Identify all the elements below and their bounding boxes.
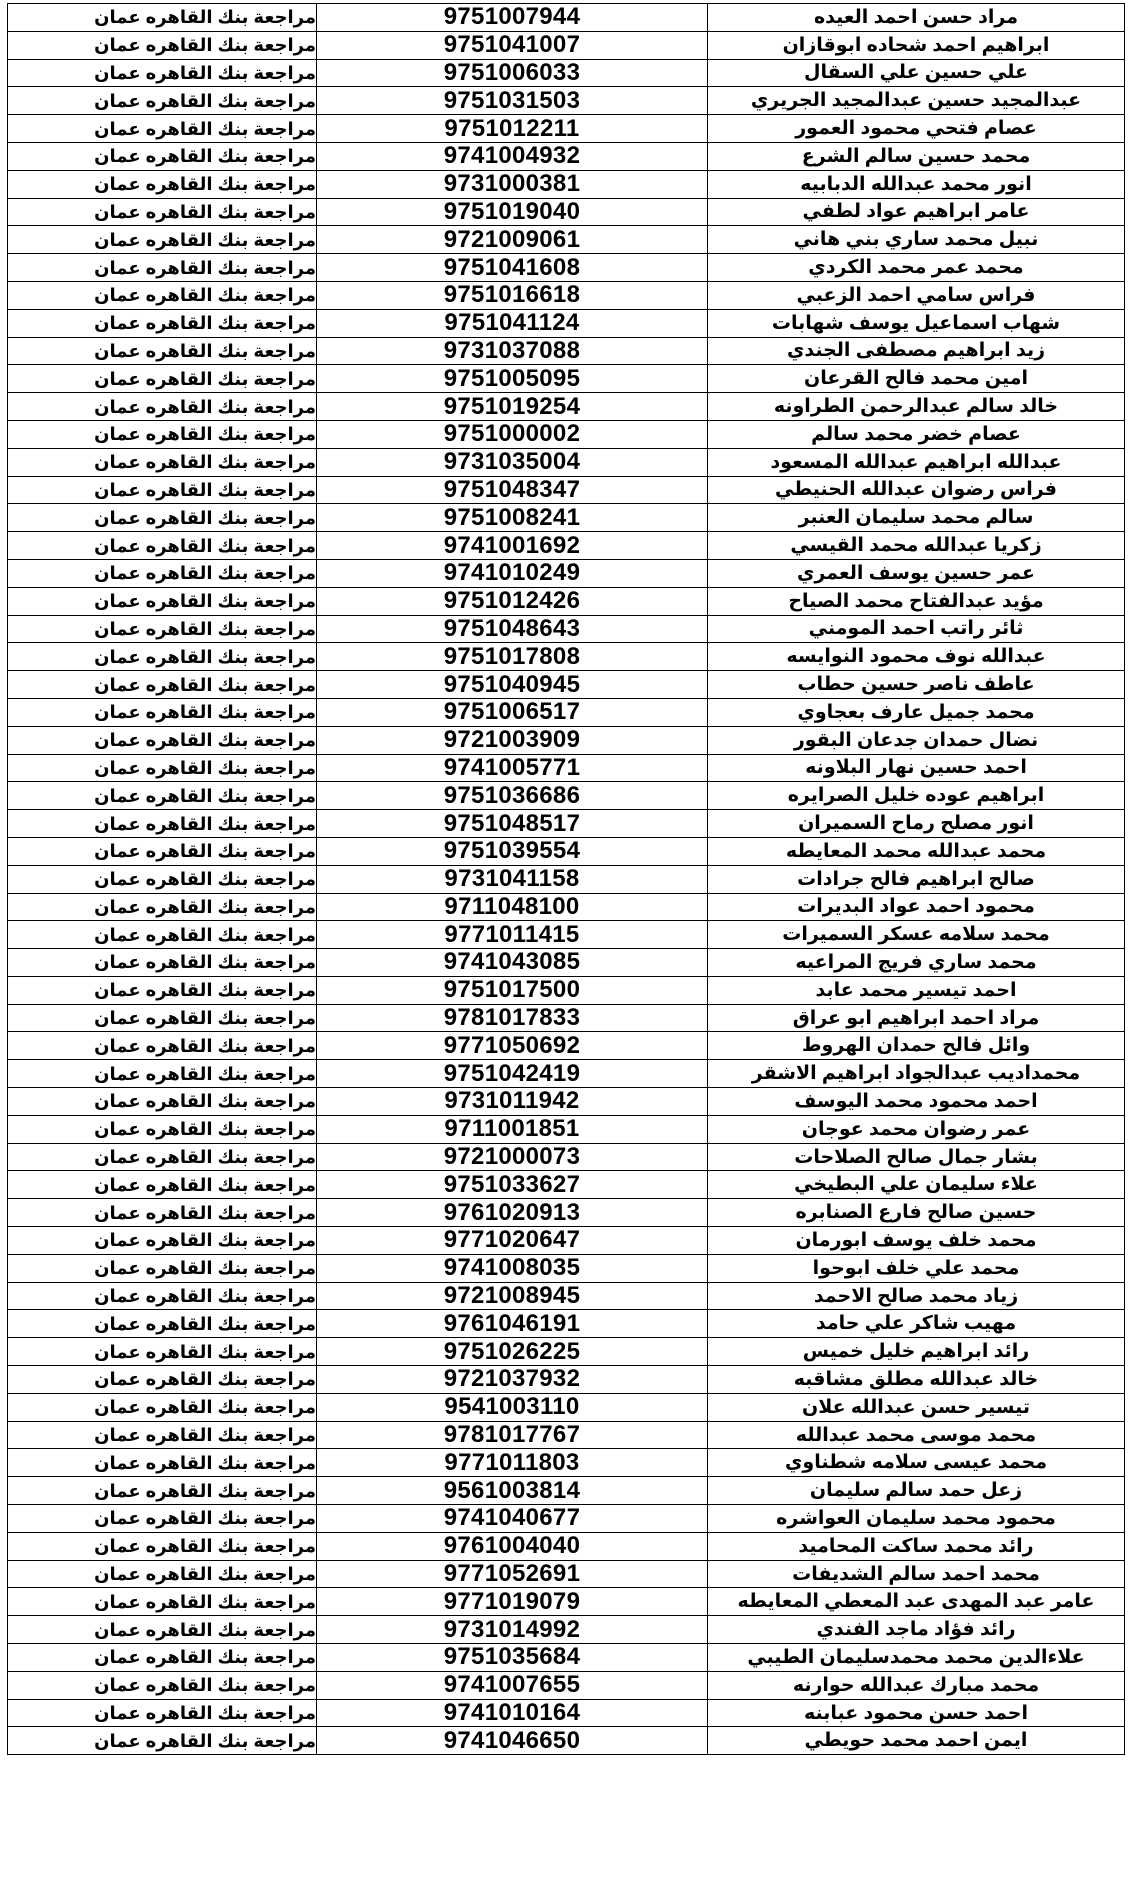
name-cell: محمداديب عبدالجواد ابراهيم الاشقر	[708, 1060, 1125, 1088]
branch-cell: مراجعة بنك القاهره عمان	[8, 1227, 317, 1255]
table-row	[8, 476, 1125, 504]
number-cell: 9781017767	[317, 1421, 708, 1449]
number-cell: 9731037088	[317, 337, 708, 365]
name-cell: عصام فتحي محمود العمور	[708, 115, 1125, 143]
name-cell: زيد ابراهيم مصطفى الجندي	[708, 337, 1125, 365]
branch-cell: مراجعة بنك القاهره عمان	[8, 1588, 317, 1616]
name-cell: مراد حسن احمد العيده	[708, 4, 1125, 32]
name-cell: محمد عيسى سلامه شطناوي	[708, 1449, 1125, 1477]
table-row	[8, 1115, 1125, 1143]
name-cell: خالد سالم عبدالرحمن الطراونه	[708, 393, 1125, 421]
number-cell: 9721037932	[317, 1366, 708, 1394]
number-cell: 9731041158	[317, 865, 708, 893]
number-cell: 9751040945	[317, 671, 708, 699]
table-row	[8, 1310, 1125, 1338]
branch-cell: مراجعة بنك القاهره عمان	[8, 949, 317, 977]
name-cell: احمد تيسير محمد عابد	[708, 976, 1125, 1004]
table-row	[8, 1393, 1125, 1421]
table-row	[8, 837, 1125, 865]
number-cell: 9741010249	[317, 559, 708, 587]
branch-cell: مراجعة بنك القاهره عمان	[8, 420, 317, 448]
number-cell: 9561003814	[317, 1477, 708, 1505]
table-row	[8, 698, 1125, 726]
table-row	[8, 1060, 1125, 1088]
name-cell: محمود احمد عواد البديرات	[708, 893, 1125, 921]
name-cell: فراس رضوان عبدالله الحنيطي	[708, 476, 1125, 504]
name-cell: وائل فالح حمدان الهروط	[708, 1032, 1125, 1060]
table-row	[8, 1004, 1125, 1032]
name-cell: حسين صالح فارع الصنابره	[708, 1199, 1125, 1227]
branch-cell: مراجعة بنك القاهره عمان	[8, 170, 317, 198]
name-cell: عبدالله ابراهيم عبدالله المسعود	[708, 448, 1125, 476]
number-cell: 9751005095	[317, 365, 708, 393]
table-row	[8, 726, 1125, 754]
name-cell: عاطف ناصر حسين حطاب	[708, 671, 1125, 699]
name-cell: محمد ساري فريج المراعيه	[708, 949, 1125, 977]
table-row	[8, 1199, 1125, 1227]
branch-cell: مراجعة بنك القاهره عمان	[8, 1477, 317, 1505]
name-cell: زعل حمد سالم سليمان	[708, 1477, 1125, 1505]
number-cell: 9751019040	[317, 198, 708, 226]
name-cell: خالد عبدالله مطلق مشاقبه	[708, 1366, 1125, 1394]
branch-cell: مراجعة بنك القاهره عمان	[8, 1393, 317, 1421]
number-cell: 9751000002	[317, 420, 708, 448]
name-cell: رائد محمد ساكت المحاميد	[708, 1532, 1125, 1560]
table-row	[8, 4, 1125, 32]
branch-cell: مراجعة بنك القاهره عمان	[8, 1115, 317, 1143]
table-row	[8, 1644, 1125, 1672]
branch-cell: مراجعة بنك القاهره عمان	[8, 59, 317, 87]
number-cell: 9751039554	[317, 837, 708, 865]
number-cell: 9731014992	[317, 1616, 708, 1644]
branch-cell: مراجعة بنك القاهره عمان	[8, 365, 317, 393]
branch-cell: مراجعة بنك القاهره عمان	[8, 337, 317, 365]
name-cell: عبدالله نوف محمود النوايسه	[708, 643, 1125, 671]
number-cell: 9771019079	[317, 1588, 708, 1616]
name-cell: عامر ابراهيم عواد لطفي	[708, 198, 1125, 226]
table-row	[8, 1032, 1125, 1060]
branch-cell: مراجعة بنك القاهره عمان	[8, 1616, 317, 1644]
branch-cell: مراجعة بنك القاهره عمان	[8, 476, 317, 504]
table-row	[8, 921, 1125, 949]
branch-cell: مراجعة بنك القاهره عمان	[8, 1060, 317, 1088]
table-row	[8, 532, 1125, 560]
table-row	[8, 1727, 1125, 1755]
number-cell: 9751041007	[317, 31, 708, 59]
branch-cell: مراجعة بنك القاهره عمان	[8, 1560, 317, 1588]
table-row	[8, 59, 1125, 87]
number-cell: 9751048347	[317, 476, 708, 504]
table-row	[8, 198, 1125, 226]
number-cell: 9741046650	[317, 1727, 708, 1755]
branch-cell: مراجعة بنك القاهره عمان	[8, 1143, 317, 1171]
branch-cell: مراجعة بنك القاهره عمان	[8, 587, 317, 615]
number-cell: 9771050692	[317, 1032, 708, 1060]
number-cell: 9741007655	[317, 1671, 708, 1699]
branch-cell: مراجعة بنك القاهره عمان	[8, 615, 317, 643]
name-cell: نضال حمدان جدعان البقور	[708, 726, 1125, 754]
number-cell: 9751026225	[317, 1338, 708, 1366]
name-cell: احمد حسن محمود عبابنه	[708, 1699, 1125, 1727]
name-cell: علي حسين علي السقال	[708, 59, 1125, 87]
branch-cell: مراجعة بنك القاهره عمان	[8, 754, 317, 782]
name-cell: عمر حسين يوسف العمري	[708, 559, 1125, 587]
branch-cell: مراجعة بنك القاهره عمان	[8, 1338, 317, 1366]
number-cell: 9721000073	[317, 1143, 708, 1171]
number-cell: 9741040677	[317, 1505, 708, 1533]
number-cell: 9751017808	[317, 643, 708, 671]
name-cell: محمد خلف يوسف ابورمان	[708, 1227, 1125, 1255]
name-cell: زكريا عبدالله محمد القيسي	[708, 532, 1125, 560]
name-cell: مهيب شاكر علي حامد	[708, 1310, 1125, 1338]
number-cell: 9751041608	[317, 254, 708, 282]
number-cell: 9771020647	[317, 1227, 708, 1255]
branch-cell: مراجعة بنك القاهره عمان	[8, 448, 317, 476]
number-cell: 9771011415	[317, 921, 708, 949]
number-cell: 9771052691	[317, 1560, 708, 1588]
table-row	[8, 1366, 1125, 1394]
branch-cell: مراجعة بنك القاهره عمان	[8, 1199, 317, 1227]
number-cell: 9741043085	[317, 949, 708, 977]
number-cell: 9761020913	[317, 1199, 708, 1227]
number-cell: 9751048517	[317, 810, 708, 838]
name-cell: محمد احمد سالم الشديفات	[708, 1560, 1125, 1588]
branch-cell: مراجعة بنك القاهره عمان	[8, 1282, 317, 1310]
name-cell: انور مصلح رماح السميران	[708, 810, 1125, 838]
name-cell: رائد ابراهيم خليل خميس	[708, 1338, 1125, 1366]
table-row	[8, 448, 1125, 476]
name-cell: زياد محمد صالح الاحمد	[708, 1282, 1125, 1310]
name-cell: محمد مبارك عبدالله حوارنه	[708, 1671, 1125, 1699]
number-cell: 9711048100	[317, 893, 708, 921]
table-row	[8, 615, 1125, 643]
branch-cell: مراجعة بنك القاهره عمان	[8, 837, 317, 865]
records-table-body	[8, 4, 1125, 1755]
number-cell: 9751035684	[317, 1644, 708, 1672]
name-cell: امين محمد فالح القرعان	[708, 365, 1125, 393]
number-cell: 9761046191	[317, 1310, 708, 1338]
table-row	[8, 1338, 1125, 1366]
name-cell: مؤيد عبدالفتاح محمد الصياح	[708, 587, 1125, 615]
name-cell: ابراهيم عوده خليل الصرايره	[708, 782, 1125, 810]
table-row	[8, 254, 1125, 282]
name-cell: نبيل محمد ساري بني هاني	[708, 226, 1125, 254]
number-cell: 9751033627	[317, 1171, 708, 1199]
number-cell: 9541003110	[317, 1393, 708, 1421]
table-row	[8, 1088, 1125, 1116]
number-cell: 9771011803	[317, 1449, 708, 1477]
name-cell: رائد فؤاد ماجد الفندي	[708, 1616, 1125, 1644]
branch-cell: مراجعة بنك القاهره عمان	[8, 1644, 317, 1672]
number-cell: 9751006033	[317, 59, 708, 87]
table-row	[8, 1477, 1125, 1505]
table-row	[8, 1254, 1125, 1282]
name-cell: عصام خضر محمد سالم	[708, 420, 1125, 448]
branch-cell: مراجعة بنك القاهره عمان	[8, 4, 317, 32]
table-row	[8, 142, 1125, 170]
table-row	[8, 1282, 1125, 1310]
branch-cell: مراجعة بنك القاهره عمان	[8, 87, 317, 115]
table-row	[8, 1588, 1125, 1616]
branch-cell: مراجعة بنك القاهره عمان	[8, 504, 317, 532]
name-cell: علاءالدين محمد محمدسليمان الطيبي	[708, 1644, 1125, 1672]
branch-cell: مراجعة بنك القاهره عمان	[8, 1671, 317, 1699]
number-cell: 9711001851	[317, 1115, 708, 1143]
name-cell: محمد عبدالله محمد المعايطه	[708, 837, 1125, 865]
name-cell: محمد جميل عارف بعجاوي	[708, 698, 1125, 726]
number-cell: 9781017833	[317, 1004, 708, 1032]
table-row	[8, 281, 1125, 309]
branch-cell: مراجعة بنك القاهره عمان	[8, 393, 317, 421]
records-table	[7, 3, 1125, 1755]
table-row	[8, 1227, 1125, 1255]
number-cell: 9741010164	[317, 1699, 708, 1727]
table-row	[8, 893, 1125, 921]
branch-cell: مراجعة بنك القاهره عمان	[8, 142, 317, 170]
table-row	[8, 504, 1125, 532]
branch-cell: مراجعة بنك القاهره عمان	[8, 1727, 317, 1755]
branch-cell: مراجعة بنك القاهره عمان	[8, 976, 317, 1004]
table-row	[8, 337, 1125, 365]
table-row	[8, 309, 1125, 337]
table-row	[8, 754, 1125, 782]
branch-cell: مراجعة بنك القاهره عمان	[8, 1004, 317, 1032]
branch-cell: مراجعة بنك القاهره عمان	[8, 559, 317, 587]
branch-cell: مراجعة بنك القاهره عمان	[8, 1171, 317, 1199]
branch-cell: مراجعة بنك القاهره عمان	[8, 1699, 317, 1727]
table-row	[8, 1699, 1125, 1727]
name-cell: ثائر راتب احمد المومني	[708, 615, 1125, 643]
branch-cell: مراجعة بنك القاهره عمان	[8, 671, 317, 699]
branch-cell: مراجعة بنك القاهره عمان	[8, 1421, 317, 1449]
number-cell: 9751019254	[317, 393, 708, 421]
branch-cell: مراجعة بنك القاهره عمان	[8, 1254, 317, 1282]
branch-cell: مراجعة بنك القاهره عمان	[8, 1505, 317, 1533]
name-cell: عمر رضوان محمد عوجان	[708, 1115, 1125, 1143]
number-cell: 9751008241	[317, 504, 708, 532]
branch-cell: مراجعة بنك القاهره عمان	[8, 31, 317, 59]
branch-cell: مراجعة بنك القاهره عمان	[8, 893, 317, 921]
number-cell: 9741001692	[317, 532, 708, 560]
number-cell: 9751036686	[317, 782, 708, 810]
name-cell: محمد حسين سالم الشرع	[708, 142, 1125, 170]
table-row	[8, 420, 1125, 448]
table-row	[8, 1560, 1125, 1588]
name-cell: بشار جمال صالح الصلاحات	[708, 1143, 1125, 1171]
branch-cell: مراجعة بنك القاهره عمان	[8, 1532, 317, 1560]
name-cell: محمود محمد سليمان العواشره	[708, 1505, 1125, 1533]
name-cell: ابراهيم احمد شحاده ابوقازان	[708, 31, 1125, 59]
branch-cell: مراجعة بنك القاهره عمان	[8, 115, 317, 143]
number-cell: 9721008945	[317, 1282, 708, 1310]
number-cell: 9751012426	[317, 587, 708, 615]
number-cell: 9731011942	[317, 1088, 708, 1116]
branch-cell: مراجعة بنك القاهره عمان	[8, 226, 317, 254]
name-cell: احمد حسين نهار البلاونه	[708, 754, 1125, 782]
number-cell: 9751006517	[317, 698, 708, 726]
number-cell: 9761004040	[317, 1532, 708, 1560]
table-row	[8, 1505, 1125, 1533]
number-cell: 9751042419	[317, 1060, 708, 1088]
name-cell: صالح ابراهيم فالح جرادات	[708, 865, 1125, 893]
branch-cell: مراجعة بنك القاهره عمان	[8, 532, 317, 560]
table-row	[8, 115, 1125, 143]
number-cell: 9731035004	[317, 448, 708, 476]
number-cell: 9721003909	[317, 726, 708, 754]
table-row	[8, 810, 1125, 838]
table-row	[8, 1143, 1125, 1171]
name-cell: ايمن احمد محمد حويطي	[708, 1727, 1125, 1755]
number-cell: 9721009061	[317, 226, 708, 254]
number-cell: 9751016618	[317, 281, 708, 309]
name-cell: انور محمد عبدالله الدبابيه	[708, 170, 1125, 198]
number-cell: 9751031503	[317, 87, 708, 115]
table-row	[8, 671, 1125, 699]
table-row	[8, 1171, 1125, 1199]
name-cell: محمد عمر محمد الكردي	[708, 254, 1125, 282]
name-cell: تيسير حسن عبدالله علان	[708, 1393, 1125, 1421]
branch-cell: مراجعة بنك القاهره عمان	[8, 254, 317, 282]
table-row	[8, 1421, 1125, 1449]
name-cell: محمد موسى محمد عبدالله	[708, 1421, 1125, 1449]
number-cell: 9751017500	[317, 976, 708, 1004]
table-row	[8, 1671, 1125, 1699]
branch-cell: مراجعة بنك القاهره عمان	[8, 782, 317, 810]
number-cell: 9741008035	[317, 1254, 708, 1282]
table-row	[8, 1449, 1125, 1477]
table-row	[8, 170, 1125, 198]
name-cell: مراد احمد ابراهيم ابو عراق	[708, 1004, 1125, 1032]
branch-cell: مراجعة بنك القاهره عمان	[8, 643, 317, 671]
table-row	[8, 226, 1125, 254]
branch-cell: مراجعة بنك القاهره عمان	[8, 698, 317, 726]
table-row	[8, 949, 1125, 977]
table-row	[8, 1532, 1125, 1560]
name-cell: عامر عبد المهدى عبد المعطي المعايطه	[708, 1588, 1125, 1616]
branch-cell: مراجعة بنك القاهره عمان	[8, 309, 317, 337]
table-row	[8, 87, 1125, 115]
table-row	[8, 782, 1125, 810]
branch-cell: مراجعة بنك القاهره عمان	[8, 1032, 317, 1060]
number-cell: 9751007944	[317, 4, 708, 32]
branch-cell: مراجعة بنك القاهره عمان	[8, 810, 317, 838]
branch-cell: مراجعة بنك القاهره عمان	[8, 726, 317, 754]
number-cell: 9741005771	[317, 754, 708, 782]
name-cell: محمد سلامه عسكر السميرات	[708, 921, 1125, 949]
table-row	[8, 643, 1125, 671]
branch-cell: مراجعة بنك القاهره عمان	[8, 1366, 317, 1394]
number-cell: 9751012211	[317, 115, 708, 143]
table-row	[8, 31, 1125, 59]
table-row	[8, 587, 1125, 615]
branch-cell: مراجعة بنك القاهره عمان	[8, 1088, 317, 1116]
table-row	[8, 1616, 1125, 1644]
number-cell: 9731000381	[317, 170, 708, 198]
branch-cell: مراجعة بنك القاهره عمان	[8, 1310, 317, 1338]
table-row	[8, 865, 1125, 893]
branch-cell: مراجعة بنك القاهره عمان	[8, 281, 317, 309]
number-cell: 9751041124	[317, 309, 708, 337]
table-row	[8, 365, 1125, 393]
name-cell: شهاب اسماعيل يوسف شهابات	[708, 309, 1125, 337]
table-row	[8, 393, 1125, 421]
name-cell: فراس سامي احمد الزعبي	[708, 281, 1125, 309]
name-cell: سالم محمد سليمان العنبر	[708, 504, 1125, 532]
name-cell: محمد علي خلف ابوحوا	[708, 1254, 1125, 1282]
name-cell: عبدالمجيد حسين عبدالمجيد الجريري	[708, 87, 1125, 115]
table-row	[8, 559, 1125, 587]
branch-cell: مراجعة بنك القاهره عمان	[8, 198, 317, 226]
table-row	[8, 976, 1125, 1004]
branch-cell: مراجعة بنك القاهره عمان	[8, 1449, 317, 1477]
branch-cell: مراجعة بنك القاهره عمان	[8, 865, 317, 893]
name-cell: احمد محمود محمد اليوسف	[708, 1088, 1125, 1116]
name-cell: علاء سليمان علي البطيخي	[708, 1171, 1125, 1199]
branch-cell: مراجعة بنك القاهره عمان	[8, 921, 317, 949]
number-cell: 9751048643	[317, 615, 708, 643]
number-cell: 9741004932	[317, 142, 708, 170]
